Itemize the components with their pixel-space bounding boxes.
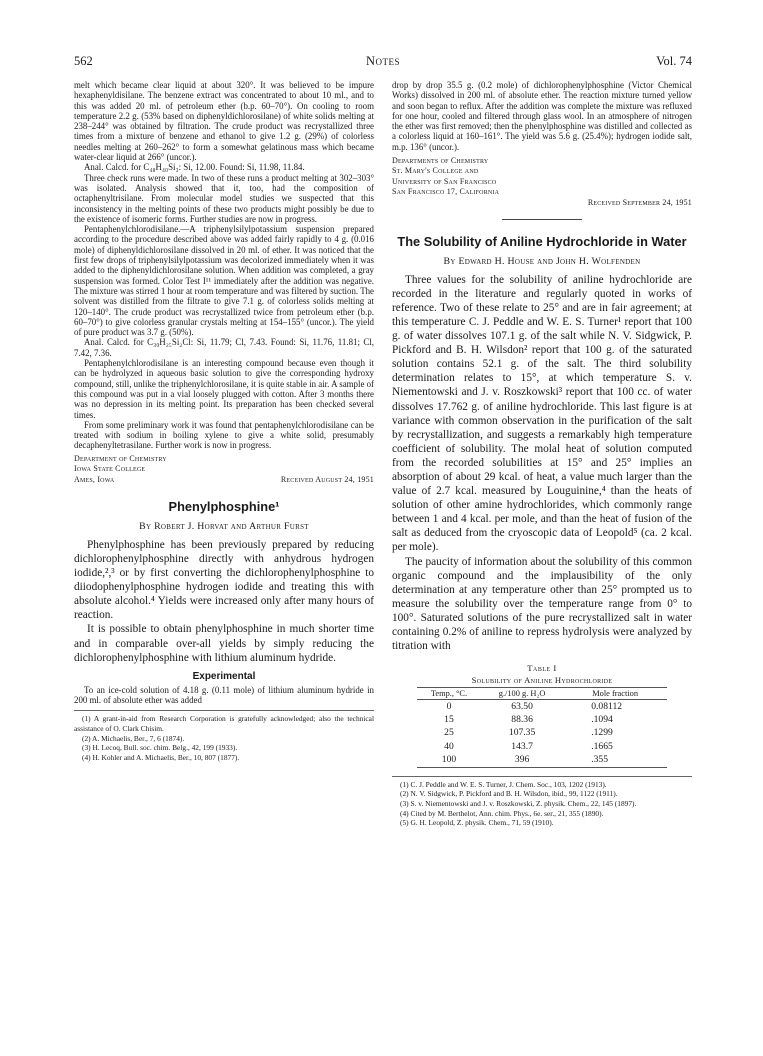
column-header: Temp., °C.: [417, 688, 481, 700]
table-cell: .1299: [591, 727, 613, 739]
address-line: St. Mary's College and: [392, 166, 479, 176]
author-address: [74, 454, 374, 485]
running-title: Notes: [365, 54, 401, 68]
running-header: [74, 54, 692, 70]
address-line: University of San Francisco: [392, 176, 497, 186]
footnote: (2) N. V. Sidgwick, P. Pickford and B. H. Wilsdon, ibid., 99, 1122 (1911).: [400, 789, 618, 799]
table-cell: 0.08112: [591, 700, 623, 712]
analysis-line: Anal. Calcd. for C₃₀H₂₅Si₂Cl: Si, 11.79; Cl, 7.43. Found: Si, 11.76, 11.81; Cl, 7.42, 7.36.: [74, 337, 374, 358]
table-cell: 107.35: [508, 727, 536, 739]
table-cell: 88.36: [511, 714, 533, 726]
paragraph: Three check runs were made. In two of these runs a product melting at 302–303° was isolated. Analysis showed that it, too, had the composition of octaphenyltrisilane. From molecular model studies we suspected that this inconsistency in the melting points of these two products might possibly be due to the existence of isomeric forms. Further studies are now in progress.: [74, 172, 374, 224]
body-paragraph: Phenylphosphine has been previously prepared by reducing dichlorophenylphosphine directly with anhydrous hydrogen iodide,²,³ or by first converting the dichlorophenylphosphine to diiodophenylphosphine hydrogen iodide and treating this with absolute alcohol.⁴ Yields were increased only after many hours of reaction.: [74, 538, 374, 622]
received-date: Received September 24, 1951: [587, 197, 692, 207]
table-caption: Solubility of Aniline Hydrochloride: [471, 675, 613, 686]
column-header: g./100 g. H₂O: [481, 688, 563, 700]
table-row: [417, 714, 667, 727]
table-label: Table I: [527, 663, 557, 674]
table-row: [417, 753, 667, 767]
table-row: [417, 727, 667, 740]
paragraph: To an ice-cold solution of 4.18 g. (0.11 mole) of lithium aluminum hydride in 200 ml. of absolute ether was added: [74, 684, 374, 706]
volume-number: Vol. 74: [656, 54, 692, 68]
table-cell: 25: [444, 727, 454, 739]
table-cell: 100: [417, 753, 481, 767]
footnote: (2) A. Michaelis, Ber., 7, 6 (1874).: [82, 733, 185, 743]
author-address: [392, 156, 692, 207]
solubility-table: [417, 687, 667, 767]
article-byline: By Edward H. House and John H. Wolfenden: [443, 255, 641, 267]
table-cell: .1665: [591, 740, 613, 752]
address-line: Department of Chemistry: [74, 453, 167, 463]
address-line: Ames, Iowa: [74, 474, 115, 484]
column-header: Mole fraction: [563, 688, 667, 700]
table-row: [417, 740, 667, 753]
paragraph: Pentaphenylchlorodisilane is an interesting compound because even though it can be hydrolyzed in aqueous basic solution to give the corresponding hydroxy compound, still, unlike the triphenylchlorosilane, it is quite stable in air. A sample of this compound was put in a vial loosely plugged with cotton. After 3 months there was no depression in its melting point. Its preparation has been checked several times.: [74, 358, 374, 420]
right-column: [392, 80, 692, 828]
table-cell: .355: [563, 753, 667, 767]
article-title: Phenylphosphine¹: [168, 498, 280, 514]
paragraph: From some preliminary work it was found that pentaphenylchlorodisilane can be treated with sodium in boiling xylene to give a white solid, presumably decaphenyltetrasilane. Further work is now in progress.: [74, 419, 374, 451]
received-date: Received August 24, 1951: [280, 474, 374, 484]
table-cell: 40: [444, 740, 454, 752]
page-number: 562: [74, 54, 93, 68]
footnote: (5) G. H. Leopold, Z. physik. Chem., 71, 59 (1910).: [400, 818, 554, 828]
footnote-rule: [74, 710, 374, 711]
section-heading: Experimental: [192, 670, 256, 682]
table-cell: .1094: [591, 714, 613, 726]
paragraph: Pentaphenylchlorodisilane.—A triphenylsilylpotassium suspension prepared according to the procedure described above was added fairly rapidly to 4 g. (0.016 mole) of diphenyldichlorosilane dissolved in 20 ml. of ether. It was noticed that the first few drops of triphenylsilylpotassium was decolorized immediately when it was added to the diphenyldichlorosilane solution. When addition was completed, a gray suspension was formed. Color Test I¹¹ immediately after the addition was negative. The mixture was stirred 1 hour at room temperature and was filtered by suction. The solvent was distilled from the filtrate to give 7.1 g. of colorless solids melting at 120–140°. The crude product was recrystallized twice from petroleum ether (b.p. 60–70°) to give colorless granular crystals melting at 154–155° (uncor.). The yield of pure product was 3.7 g. (50%).: [74, 224, 374, 338]
paragraph: melt which became clear liquid at about 320°. It was believed to be impure hexaphenyldisilane. The benzene extract was concentrated to about 10 ml., and to this was added 20 ml. of petroleum ether (b.p. 60–70°). On cooling to room temperature 2.2 g. (53% based on diphenyldichlorosilane) of white solids melting at 238–244° was obtained by filtration. The crude product was recrystallized three times from a mixture of benzene and ethanol to give 1.2 g. (29%) of colorless needles melting at 260–262° to form a somewhat gelatinous mass which became water-clear liquid at 266° (uncor.).: [74, 80, 374, 163]
address-line: Iowa State College: [74, 464, 146, 474]
footnote: (3) H. Lecoq, Bull. soc. chim. Belg., 42, 199 (1933).: [82, 743, 238, 753]
table-cell: 0: [446, 700, 452, 712]
table-row: [417, 700, 667, 714]
footnote-rule: [392, 776, 692, 777]
footnote: (4) H. Kohler and A. Michaelis, Ber., 10, 807 (1877).: [82, 752, 240, 762]
footnote: (4) Cited by M. Berthelot, Ann. chim. Phys., 6e. ser., 21, 355 (1890).: [400, 808, 604, 818]
paragraph: drop by drop 35.5 g. (0.2 mole) of dichlorophenylphosphine (Victor Chemical Works) dissolved in 200 ml. of absolute ether. The reaction mixture turned yellow and soon began to reflux. After the addition was complete the mixture was refluxed for one hour, cooled and filtered through glass wool. In an atmosphere of nitrogen the ether was first removed; then the phenylphosphine was distilled and collected as a colorless liquid at 160–161°. The yield was 5.6 g. (25.4%); hydrogen iodide salt, m.p. 136° (uncor.).: [392, 80, 692, 152]
body-paragraph: It is possible to obtain phenylphosphine in much shorter time and in comparable over-all yields by simply reducing the dichlorophenylphosphine with lithium aluminum hydride.: [74, 623, 374, 664]
separator-rule: [502, 219, 582, 220]
analysis-line: Anal. Calcd. for C₄₈H₄₀Si₃: Si, 12.00. Found: Si, 11.98, 11.84.: [84, 162, 305, 173]
table-header-row: [417, 688, 667, 700]
address-line: Departments of Chemistry: [392, 156, 489, 166]
table-cell: 15: [444, 714, 454, 726]
table-cell: 396: [481, 753, 563, 767]
body-paragraph: Three values for the solubility of aniline hydrochloride are recorded in the literature and regularly quoted in works of reference. Two of these relate to 25° and are in fair agreement; at this temperature C. J. Peddle and W. E. S. Turner¹ report that 100 g. of water dissolves 107.1 g. of the salt while N. V. Sidgwick, P. Pickford and B. H. Wilsdon² report that 100 g. of the saturated solution contains 52.1 g. of the salt. The third solubility determination relates to 15°, at which temperature S. v. Niementowski and J. v. Roszkowski³ report that 100 cc. of water dissolves 17.762 g. of aniline hydrochloride. This last figure is at variance with common observation in the purification of the salt by recrystallization, and suggests a remarkably high temperature coefficient of solubility. The molal heat of solution computed from the recorded solubilities at 15° and 25° implies an absorption of about 29 kcal. of heat, a value much larger than the value of 2.7 kcal. measured by Louguinine,⁴ than the heats of solution of other amine hydrochlorides, which commonly range between 1 and 4 kcal. per mole, and than the heat of fusion of the salt as deduced from the cryoscopic data of Leopold⁵ (ca. 2 kcal. per mole).: [392, 273, 692, 554]
address-line: San Francisco 17, California: [392, 187, 500, 197]
table-cell: 63.50: [511, 700, 533, 712]
footnote: (1) C. J. Peddle and W. E. S. Turner, J. Chem. Soc., 103, 1202 (1913).: [400, 779, 607, 789]
left-column: [74, 80, 374, 762]
footnote: (3) S. v. Niementowski and J. v. Roszkowski, Z. physik. Chem., 22, 145 (1897).: [400, 798, 637, 808]
table-cell: 143.7: [511, 740, 533, 752]
article-byline: By Robert J. Horvat and Arthur Furst: [139, 520, 309, 532]
body-paragraph: The paucity of information about the solubility of this common organic compound and the implausibility of the only determination at any temperature other than 25° prompted us to measure the solubility over the temperature range from 0° to 100°. Saturated solutions of the pure recrystallized salt in water containing 0.2% of aniline to repress hydrolysis were analyzed by titration with: [392, 555, 692, 653]
footnote: (1) A grant-in-aid from Research Corporation is gratefully acknowledged; also the technical assistance of O. Clark Chisim.: [74, 714, 374, 733]
article-title: The Solubility of Aniline Hydrochloride in Water: [397, 233, 687, 249]
